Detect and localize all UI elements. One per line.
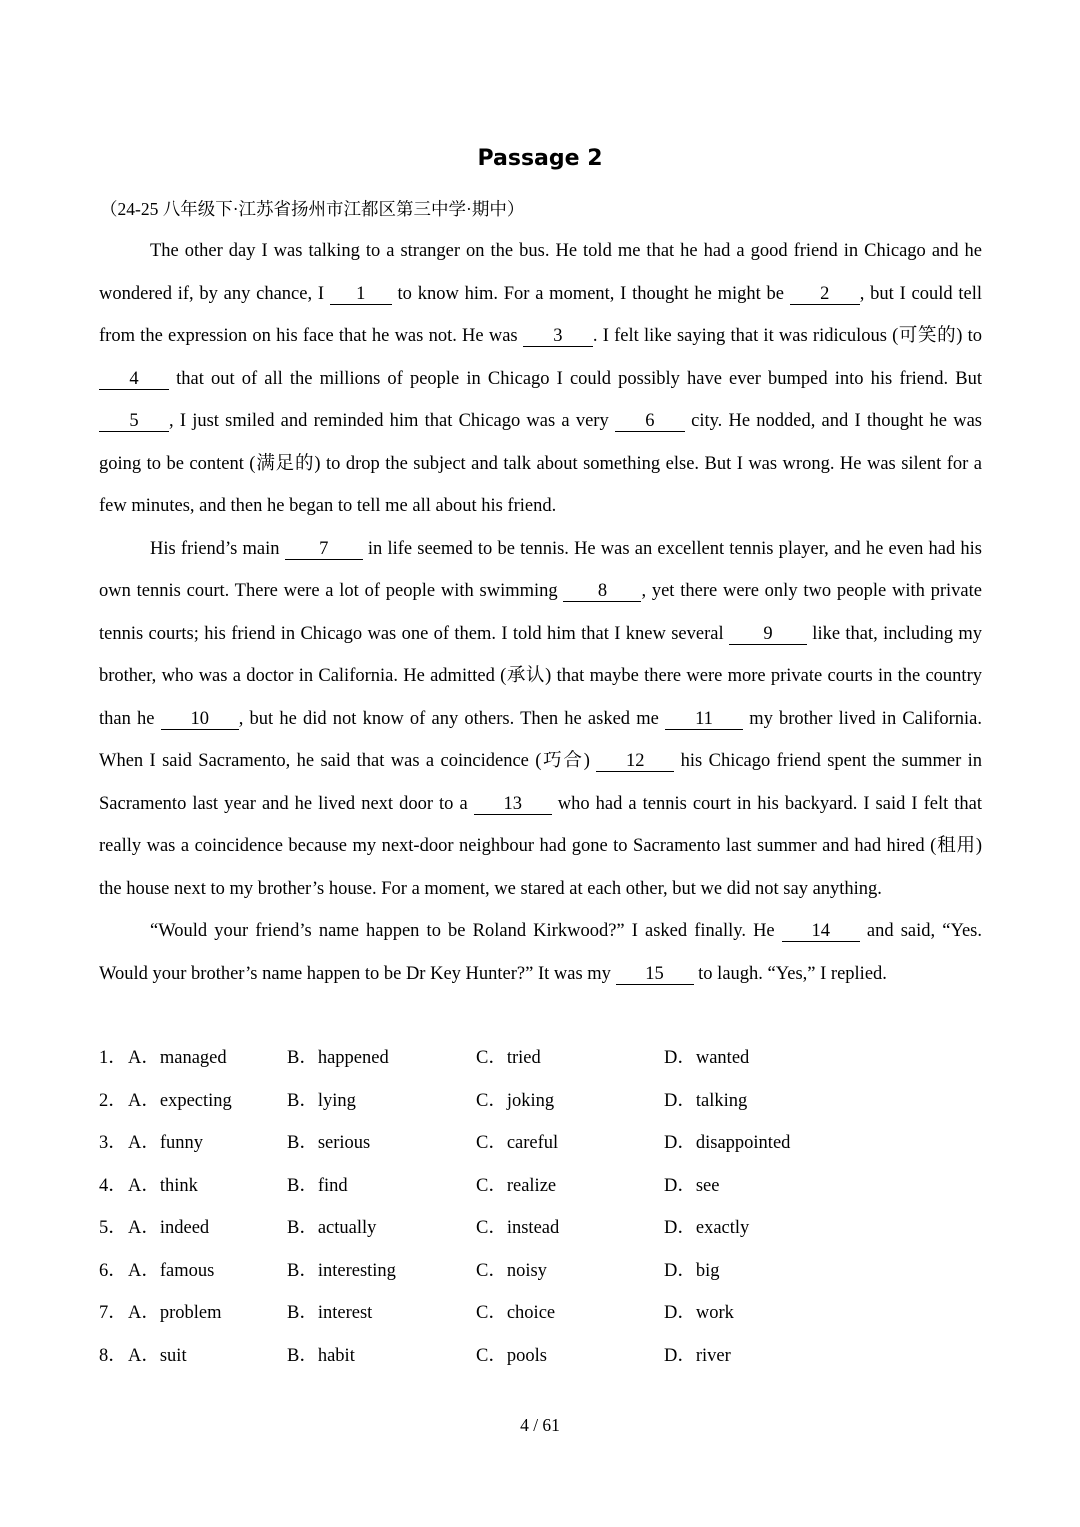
blank-3: 3 bbox=[523, 326, 593, 347]
question-row-1 bbox=[99, 1037, 982, 1080]
blank-9: 9 bbox=[729, 624, 807, 645]
option-c: C．tried bbox=[476, 1048, 541, 1068]
text-run: , but I could tell from the expression on his face that he was not. He was bbox=[99, 283, 982, 346]
text-run: . I felt like saying that it was ridiculous (可笑的) to bbox=[592, 326, 982, 346]
option-c: C．pools bbox=[476, 1345, 547, 1366]
question-row-5 bbox=[99, 1207, 982, 1250]
paragraph-1 bbox=[99, 230, 982, 528]
text-run: like that, including my brother, who was a doctor in California. He admitted (承认) that maybe there were more private courts in the country than he bbox=[99, 623, 982, 729]
blank-1: 1 bbox=[330, 284, 392, 305]
question-row-3 bbox=[99, 1122, 982, 1165]
question-number: 4． bbox=[99, 1175, 127, 1196]
option-d: D．talking bbox=[664, 1090, 748, 1111]
blank-8: 8 bbox=[563, 581, 641, 602]
option-d: D．wanted bbox=[664, 1048, 750, 1068]
option-d: D．work bbox=[664, 1303, 734, 1323]
answer-options bbox=[99, 1037, 982, 1377]
blank-12: 12 bbox=[596, 751, 674, 772]
text-run: in life seemed to be tennis. He was an excellent tennis player, and he even had his own tennis court. There were a lot of people with swimming bbox=[99, 538, 983, 601]
option-c: C．noisy bbox=[476, 1260, 547, 1281]
text-run: , yet there were only two people with private tennis courts; his friend in Chicago was one of them. I told him that I knew several bbox=[99, 581, 982, 644]
question-number: 1． bbox=[99, 1048, 127, 1068]
blank-10: 10 bbox=[161, 709, 239, 730]
question-row-8 bbox=[99, 1335, 982, 1378]
option-a: A．expecting bbox=[128, 1090, 232, 1111]
option-d: D．exactly bbox=[664, 1218, 750, 1238]
option-b: B．happened bbox=[287, 1048, 389, 1068]
option-b: B．serious bbox=[287, 1133, 371, 1153]
blank-15: 15 bbox=[616, 964, 694, 985]
blank-5: 5 bbox=[99, 411, 169, 432]
page-number: 4 / 61 bbox=[520, 1415, 560, 1435]
question-row-2 bbox=[99, 1080, 982, 1123]
blank-14: 14 bbox=[782, 921, 860, 942]
text-run: who had a tennis court in his backyard. I said I felt that really was a coincidence because my next-door neighbour had gone to Sacramento last summer and had hired (租用) the house next to my brother’s house. For a moment, we stared at each other, but we did not say anything. bbox=[99, 793, 982, 899]
option-b: B．find bbox=[287, 1175, 348, 1196]
option-b: B．actually bbox=[287, 1218, 377, 1238]
text-run: The other day I was talking to a stranger on the bus. He told me that he had a good friend in Chicago and he wondered if, by any chance, I bbox=[99, 241, 982, 304]
option-a: A．indeed bbox=[128, 1218, 210, 1238]
question-number: 5． bbox=[99, 1218, 127, 1238]
option-a: A．problem bbox=[128, 1303, 222, 1323]
text-run: to laugh. “Yes,” I replied. bbox=[693, 963, 887, 984]
exam-source: （24-25 八年级下·江苏省扬州市江都区第三中学·期中） bbox=[100, 199, 525, 219]
paragraph-2 bbox=[99, 528, 982, 911]
question-row-7 bbox=[99, 1292, 982, 1335]
text-run: to know him. For a moment, I thought he might be bbox=[391, 283, 790, 304]
option-a: A．think bbox=[128, 1175, 198, 1196]
paragraph-3 bbox=[99, 910, 982, 995]
question-row-4 bbox=[99, 1165, 982, 1208]
blank-11: 11 bbox=[665, 709, 743, 730]
option-d: D．disappointed bbox=[664, 1133, 791, 1153]
passage-text bbox=[99, 230, 982, 995]
question-number: 3． bbox=[99, 1133, 127, 1153]
option-b: B．lying bbox=[287, 1090, 356, 1111]
option-a: A．funny bbox=[128, 1133, 204, 1153]
option-b: B．habit bbox=[287, 1345, 355, 1366]
text-run: , but he did not know of any others. Then he asked me bbox=[238, 708, 666, 729]
option-d: D．see bbox=[664, 1175, 720, 1196]
blank-13: 13 bbox=[474, 794, 552, 815]
option-b: B．interest bbox=[287, 1303, 373, 1323]
text-run: , I just smiled and reminded him that Chicago was a very bbox=[169, 411, 615, 431]
text-run: that out of all the millions of people in Chicago I could possibly have ever bumped into his friend. But bbox=[169, 368, 982, 389]
option-c: C．realize bbox=[476, 1175, 557, 1196]
option-c: C．instead bbox=[476, 1218, 560, 1238]
blank-6: 6 bbox=[615, 411, 685, 432]
option-d: D．river bbox=[664, 1345, 731, 1366]
option-c: C．careful bbox=[476, 1133, 559, 1153]
page-title: Passage 2 bbox=[477, 146, 603, 171]
blank-7: 7 bbox=[285, 539, 363, 560]
option-c: C．choice bbox=[476, 1303, 556, 1323]
text-run: city. He nodded, and I thought he was going to be content (满足的) to drop the subject and talk about something else. But I was wrong. He was silent for a few minutes, and then he began to tell me all about his friend. bbox=[99, 411, 982, 516]
question-number: 8． bbox=[99, 1345, 127, 1366]
text-run: my brother lived in California. When I said Sacramento, he said that was a coincidence (巧合) bbox=[99, 708, 983, 771]
text-run: his Chicago friend spent the summer in Sacramento last year and he lived next door to a bbox=[99, 751, 982, 814]
option-b: B．interesting bbox=[287, 1260, 396, 1281]
option-a: A．famous bbox=[128, 1260, 215, 1281]
blank-4: 4 bbox=[99, 369, 169, 390]
question-number: 6． bbox=[99, 1260, 127, 1281]
option-a: A．suit bbox=[128, 1345, 187, 1366]
blank-2: 2 bbox=[790, 284, 860, 305]
option-c: C．joking bbox=[476, 1090, 555, 1111]
option-d: D．big bbox=[664, 1260, 720, 1281]
question-number: 7． bbox=[99, 1303, 127, 1323]
option-a: A．managed bbox=[128, 1048, 227, 1068]
text-run: His friend’s main bbox=[150, 538, 285, 559]
text-run: and said, “Yes. Would your brother’s name happen to be Dr Key Hunter?” It was my bbox=[99, 921, 982, 984]
question-number: 2． bbox=[99, 1090, 127, 1111]
question-row-6 bbox=[99, 1250, 982, 1293]
text-run: “Would your friend’s name happen to be Roland Kirkwood?” I asked finally. He bbox=[150, 921, 782, 941]
